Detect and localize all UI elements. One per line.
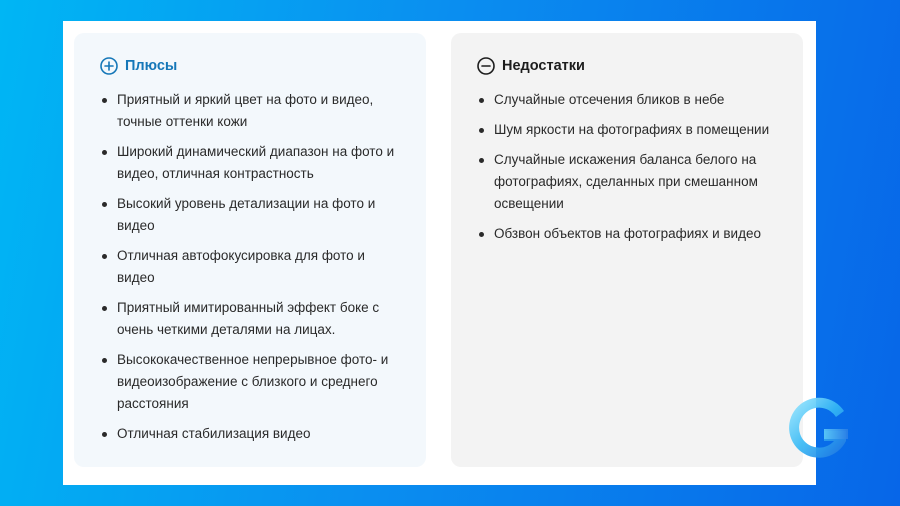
pros-column	[74, 33, 426, 467]
list-item: Высококачественное непрерывное фото- и видеоизображение с близкого и среднего расстояния	[100, 349, 402, 415]
list-item: Отличная автофокусировка для фото и видео	[100, 245, 402, 289]
list-item: Высокий уровень детализации на фото и видео	[100, 193, 402, 237]
pros-title: Плюсы	[125, 58, 178, 74]
cons-header	[477, 55, 779, 77]
cons-column	[451, 33, 803, 467]
list-item: Приятный и яркий цвет на фото и видео, точные оттенки кожи	[100, 89, 402, 133]
list-item: Случайные искажения баланса белого на фотографиях, сделанных при смешанном освещении	[477, 149, 779, 215]
list-item: Приятный имитированный эффект боке с очень четкими деталями на лицах.	[100, 297, 402, 341]
cons-list	[477, 89, 779, 245]
list-item: Обзвон объектов на фотографиях и видео	[477, 223, 779, 245]
list-item: Отличная стабилизация видео	[100, 423, 402, 445]
minus-circle-icon	[477, 57, 495, 75]
pros-list	[100, 89, 402, 445]
pros-header	[100, 55, 402, 77]
g-logo-icon	[782, 393, 852, 469]
cons-title: Недостатки	[502, 58, 585, 74]
plus-circle-icon	[100, 57, 118, 75]
list-item: Случайные отсечения бликов в небе	[477, 89, 779, 111]
list-item: Шум яркости на фотографиях в помещении	[477, 119, 779, 141]
pros-cons-card	[63, 21, 816, 485]
list-item: Широкий динамический диапазон на фото и видео, отличная контрастность	[100, 141, 402, 185]
